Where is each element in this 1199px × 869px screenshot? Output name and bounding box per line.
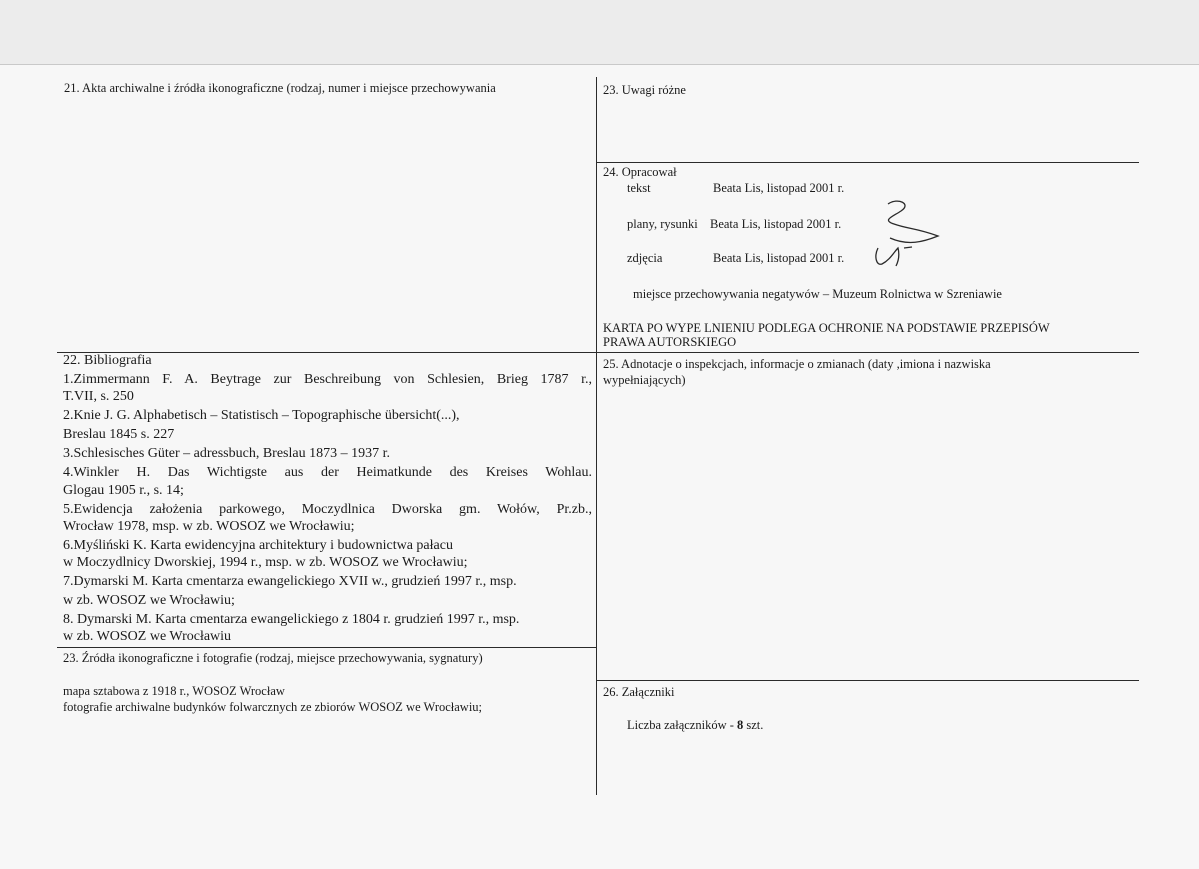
- section-23-remarks-label: 23. Uwagi różne: [603, 83, 686, 97]
- author-row-key: plany, rysunki: [627, 217, 698, 231]
- author-row-value: Beata Lis, listopad 2001 r.: [713, 251, 845, 265]
- bibliography-line: 6.Myśliński K. Karta ewidencyjna architektury i budownictwa pałacu: [63, 538, 453, 553]
- bibliography-line: 7.Dymarski M. Karta cmentarza ewangelickiego XVII w., grudzień 1997 r., msp.: [63, 574, 517, 589]
- sources-line: mapa sztabowa z 1918 r., WOSOZ Wrocław: [63, 684, 285, 698]
- section-25-label-line2: wypełniających): [603, 373, 686, 387]
- bibliography-line: Wrocław 1978, msp. w zb. WOSOZ we Wrocławiu;: [63, 519, 355, 534]
- copyright-note-line1: KARTA PO WYPE LNIENIU PODLEGA OCHRONIE NA PODSTAWIE PRZEPISÓW: [603, 321, 1050, 335]
- section-25-label-line1: 25. Adnotacje o inspekcjach, informacje o zmianach (daty ,imiona i nazwiska: [603, 357, 991, 371]
- rule-24-top: [597, 162, 1139, 163]
- sources-line: fotografie archiwalne budynków folwarcznych ze zbiorów WOSOZ we Wrocławiu;: [63, 700, 483, 714]
- section-26-label: 26. Załączniki: [603, 685, 675, 699]
- handwritten-signature: [868, 198, 948, 273]
- bibliography-line: 8. Dymarski M. Karta cmentarza ewangelickiego z 1804 r. grudzień 1997 r., msp.: [63, 612, 520, 627]
- bibliography-line: w zb. WOSOZ we Wrocławiu;: [63, 593, 235, 608]
- copyright-note-line2: PRAWA AUTORSKIEGO: [603, 335, 737, 349]
- section-22-label: 22. Bibliografia: [63, 353, 152, 368]
- section-24-label: 24. Opracował: [603, 165, 677, 179]
- bibliography-line: Glogau 1905 r., s. 14;: [63, 483, 184, 498]
- bibliography-line: 4.Winkler H. Das Wichtigste aus der Heimatkunde des Kreises Wohlau.: [63, 465, 592, 480]
- author-row-key: zdjęcia: [627, 251, 663, 265]
- bibliography-line: w zb. WOSOZ we Wrocławiu: [63, 629, 232, 644]
- scan-top-band: [0, 0, 1199, 64]
- attachments-count: [627, 717, 763, 733]
- bibliography-line: 1.Zimmermann F. A. Beytrage zur Beschreibung von Schlesien, Brieg 1787 r.,: [63, 372, 592, 387]
- rule-26-top: [597, 680, 1139, 681]
- bibliography-line: 5.Ewidencja założenia parkowego, Moczydlnica Dworska gm. Wołów, Pr.zb.,: [63, 502, 592, 517]
- rule-22-top: [57, 352, 1139, 353]
- section-21-label: 21. Akta archiwalne i źródła ikonograficzne (rodzaj, numer i miejsce przechowywania: [64, 81, 496, 95]
- attachments-count-value: 8: [737, 718, 744, 732]
- section-23-sources-label: 23. Źródła ikonograficzne i fotografie (rodzaj, miejsce przechowywania, sygnatury): [63, 651, 483, 665]
- bibliography-line: Breslau 1845 s. 227: [63, 427, 175, 442]
- bibliography-line: w Moczydlnicy Dworskiej, 1994 r., msp. w zb. WOSOZ we Wrocławiu;: [63, 555, 468, 570]
- column-divider: [596, 77, 597, 795]
- bibliography-line: 3.Schlesisches Güter – adressbuch, Breslau 1873 – 1937 r.: [63, 446, 390, 461]
- bibliography-line: T.VII, s. 250: [63, 389, 134, 404]
- bibliography-line: 2.Knie J. G. Alphabetisch – Statistisch – Topographische übersicht(...),: [63, 408, 460, 423]
- author-row-value: Beata Lis, listopad 2001 r.: [710, 217, 842, 231]
- rule-23-top: [57, 647, 597, 648]
- negatives-storage: miejsce przechowywania negatywów – Muzeum Rolnictwa w Szreniawie: [633, 287, 1002, 301]
- attachments-count-suffix: szt.: [743, 718, 764, 732]
- attachments-count-prefix: Liczba załączników -: [627, 718, 738, 732]
- author-row-key: tekst: [627, 181, 651, 195]
- author-row-value: Beata Lis, listopad 2001 r.: [713, 181, 845, 195]
